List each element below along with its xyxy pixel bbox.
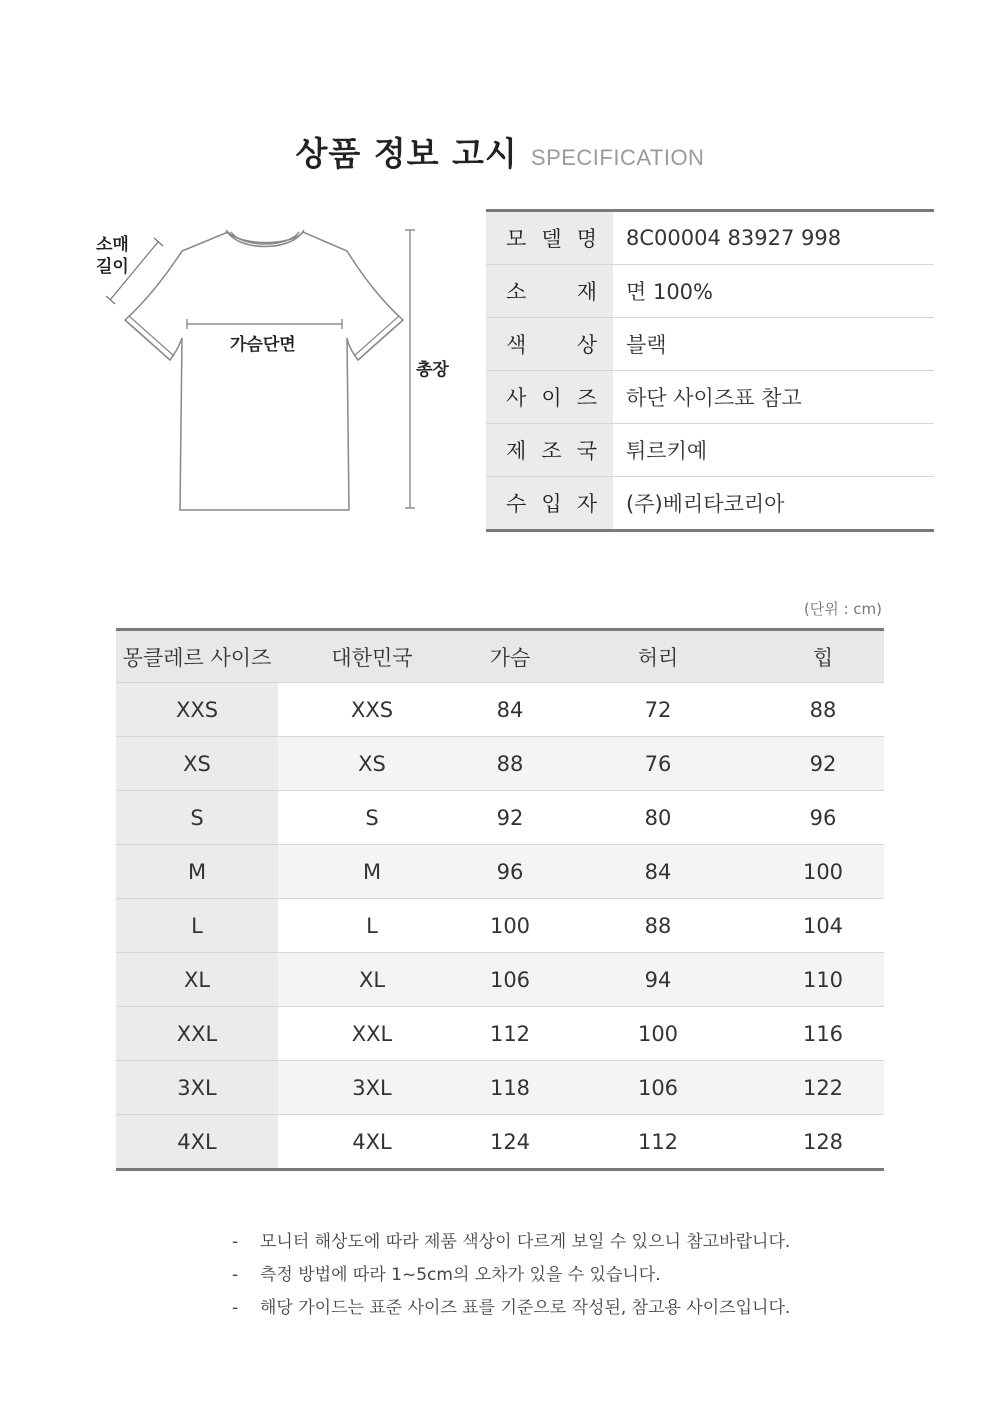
table-cell: XXS (116, 683, 278, 737)
spec-row-importer (486, 477, 934, 531)
table-cell: M (278, 845, 466, 899)
note-text: 해당 가이드는 표준 사이즈 표를 기준으로 작성된, 참고용 사이즈입니다. (260, 1298, 791, 1318)
table-cell: XXL (278, 1007, 466, 1061)
table-cell: 106 (466, 953, 554, 1007)
table-cell: 116 (762, 1007, 884, 1061)
spec-key: 수 입 자 (486, 477, 613, 531)
tshirt-diagram (90, 220, 470, 530)
table-row (116, 953, 884, 1007)
table-cell: 106 (554, 1061, 762, 1115)
sleeve-label-line1: 소매 (96, 235, 129, 255)
table-cell: 4XL (352, 1129, 392, 1154)
notes-list (232, 1228, 932, 1327)
table-cell: XL (116, 953, 278, 1007)
table-cell: S (278, 791, 466, 845)
size-table-header (116, 630, 884, 683)
sleeve-label-line2: 길이 (96, 257, 129, 277)
spec-key: 제 조 국 (486, 424, 613, 477)
note-dash: - (232, 1232, 239, 1252)
table-cell: 72 (554, 683, 762, 737)
table-cell: XS (278, 737, 466, 791)
spec-key: 색 상 (486, 318, 613, 371)
table-cell: 100 (762, 845, 884, 899)
table-cell: 118 (466, 1061, 554, 1115)
note-text: 모니터 해상도에 따라 제품 색상이 다르게 보일 수 있으니 참고바랍니다. (260, 1232, 791, 1252)
table-cell: XXL (116, 1007, 278, 1061)
spec-row-size (486, 371, 934, 424)
table-cell: 92 (466, 791, 554, 845)
table-cell: 110 (762, 953, 884, 1007)
total-length-label: 총장 (416, 360, 449, 380)
unit-label: (단위 : cm) (803, 600, 882, 618)
spec-value: 하단 사이즈표 참고 (613, 371, 934, 424)
note-dash: - (232, 1265, 239, 1285)
table-row (116, 845, 884, 899)
title-english: SPECIFICATION (530, 145, 705, 170)
table-cell: 92 (762, 737, 884, 791)
table-cell: M (116, 845, 278, 899)
sleeve-length-label (96, 234, 136, 278)
table-row (116, 683, 884, 737)
chest-width-label: 가슴단면 (230, 335, 296, 355)
header-moncler-size: 몽클레르 사이즈 (116, 630, 278, 683)
header-hip: 힙 (762, 630, 884, 683)
table-cell: 94 (554, 953, 762, 1007)
table-row (116, 1007, 884, 1061)
table-cell: 100 (554, 1007, 762, 1061)
header-waist: 허리 (554, 630, 762, 683)
spec-key: 모 델 명 (486, 211, 613, 265)
table-cell: S (116, 791, 278, 845)
list-item (232, 1294, 932, 1327)
spec-table (486, 209, 934, 532)
tshirt-illustration (90, 220, 470, 530)
spec-value: (주)베리타코리아 (626, 492, 785, 516)
spec-value: 8C00004 83927 998 (613, 211, 934, 265)
table-cell: 76 (554, 737, 762, 791)
table-cell: 100 (466, 899, 554, 953)
table-cell: 88 (762, 683, 884, 737)
table-cell: 84 (554, 845, 762, 899)
table-cell: 112 (637, 1129, 679, 1154)
table-cell: 96 (762, 791, 884, 845)
spec-row-origin (486, 424, 934, 477)
table-row (116, 791, 884, 845)
spec-row-material (486, 265, 934, 318)
table-row (116, 1061, 884, 1115)
table-cell: 112 (466, 1007, 554, 1061)
list-item (232, 1261, 932, 1294)
table-row (116, 737, 884, 791)
table-cell: 3XL (278, 1061, 466, 1115)
table-cell: 3XL (116, 1061, 278, 1115)
table-cell: 88 (466, 737, 554, 791)
spec-value: 블랙 (613, 318, 934, 371)
table-row (116, 899, 884, 953)
note-dash: - (232, 1298, 239, 1318)
table-cell: 84 (466, 683, 554, 737)
table-cell: 88 (554, 899, 762, 953)
table-cell: L (278, 899, 466, 953)
title-korean: 상품 정보 고시 (295, 134, 518, 173)
table-cell: XXS (278, 683, 466, 737)
header-korea-size: 대한민국 (278, 630, 466, 683)
table-cell: XS (116, 737, 278, 791)
spec-row-color (486, 318, 934, 371)
spec-value: 면 100% (613, 265, 934, 318)
page-title (0, 128, 1000, 175)
table-cell: 104 (762, 899, 884, 953)
table-cell: 4XL (116, 1115, 278, 1170)
spec-key: 소 재 (486, 265, 613, 318)
table-cell: 124 (489, 1129, 531, 1154)
table-cell: XL (278, 953, 466, 1007)
table-cell: 128 (802, 1129, 844, 1154)
table-row (116, 1115, 884, 1170)
table-cell: L (116, 899, 278, 953)
list-item (232, 1228, 932, 1261)
spec-row-model (486, 211, 934, 265)
header-chest: 가슴 (466, 630, 554, 683)
spec-key: 사 이 즈 (486, 371, 613, 424)
note-text: 측정 방법에 따라 1~5cm의 오차가 있을 수 있습니다. (260, 1265, 661, 1285)
table-cell: 80 (554, 791, 762, 845)
table-cell: 96 (466, 845, 554, 899)
table-cell: 122 (762, 1061, 884, 1115)
spec-value: 튀르키예 (613, 424, 934, 477)
size-table (116, 628, 884, 1171)
